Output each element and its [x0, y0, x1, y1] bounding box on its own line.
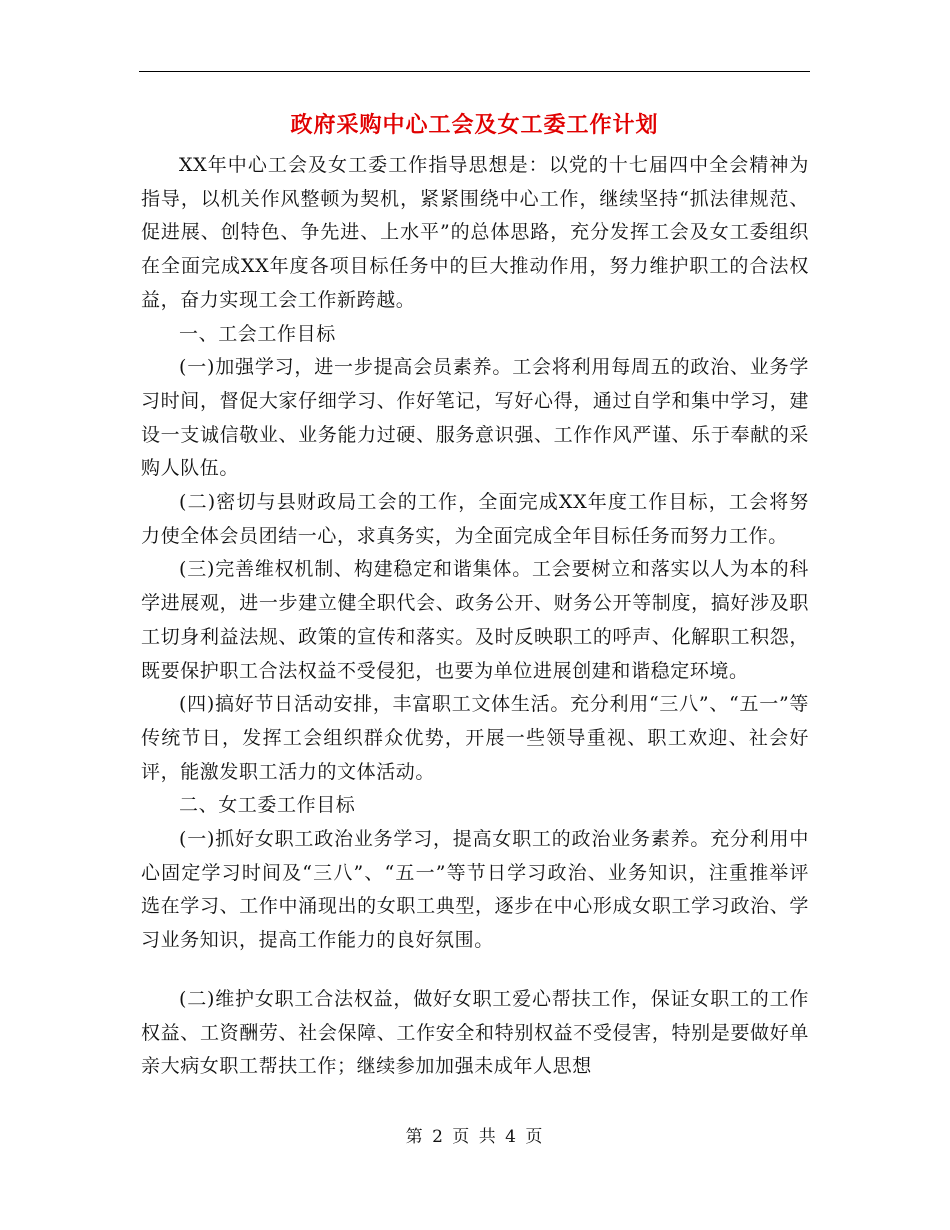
header-rule	[139, 71, 810, 72]
document-body	[141, 149, 809, 1084]
section-heading-union-goals: 一、工会工作目标	[179, 322, 336, 345]
women-goal-2-paragraph: (二)维护女职工合法权益，做好女职工爱心帮扶工作，保证女职工的工作权益、工资酬劳、社会保障、工作安全和特别权益不受侵害，特别是要做好单亲大病女职工帮扶工作；继续参加加强未成年人思想	[141, 987, 809, 1078]
section-heading-women-committee-goals: 二、女工委工作目标	[179, 794, 356, 817]
intro-paragraph: XX年中心工会及女工委工作指导思想是：以党的十七届四中全会精神为指导，以机关作风整顿为契机，紧紧围绕中心工作，继续坚持“抓法律规范、促进展、创特色、争先进、上水平”的总体思路，充分发挥工会及女工委组织在全面完成XX年度各项目标任务中的巨大推动作用，努力维护职工的合法权益，奋力实现工会工作新跨越。	[141, 154, 809, 311]
document-title: 政府采购中心工会及女工委工作计划	[290, 112, 659, 138]
union-goal-1-paragraph: (一)加强学习，进一步提高会员素养。工会将利用每周五的政治、业务学习时间，督促大家仔细学习、作好笔记，写好心得，通过自学和集中学习，建设一支诚信敬业、业务能力过硬、服务意识强、工作作风严谨、乐于奉献的采购人队伍。	[141, 356, 809, 480]
union-goal-4-paragraph: (四)搞好节日活动安排，丰富职工文体生活。充分利用“三八”、“五一”等传统节日，发挥工会组织群众优势，开展一些领导重视、职工欢迎、社会好评，能激发职工活力的文体活动。	[141, 693, 809, 783]
page-number-footer: 第 2 页 共 4 页	[405, 1127, 545, 1147]
union-goal-2-paragraph: (二)密切与县财政局工会的工作，全面完成XX年度工作目标，工会将努力使全体会员团结一心，求真务实，为全面完成全年目标任务而努力工作。	[141, 491, 809, 547]
union-goal-3-paragraph: (三)完善维权机制、构建稳定和谐集体。工会要树立和落实以人为本的科学进展观，进一步建立健全职代会、政务公开、财务公开等制度，搞好涉及职工切身利益法规、政策的宣传和落实。及时反映职工的呼声、化解职工积怨，既要保护职工合法权益不受侵犯，也要为单位进展创建和谐稳定环境。	[141, 558, 809, 682]
women-goal-1-paragraph: (一)抓好女职工政治业务学习，提高女职工的政治业务素养。充分利用中心固定学习时间及“三八”、“五一”等节日学习政治、业务知识，注重推举评选在学习、工作中涌现出的女职工典型，逐步在中心形成女职工学习政治、学习业务知识，提高工作能力的良好氛围。	[141, 828, 809, 952]
